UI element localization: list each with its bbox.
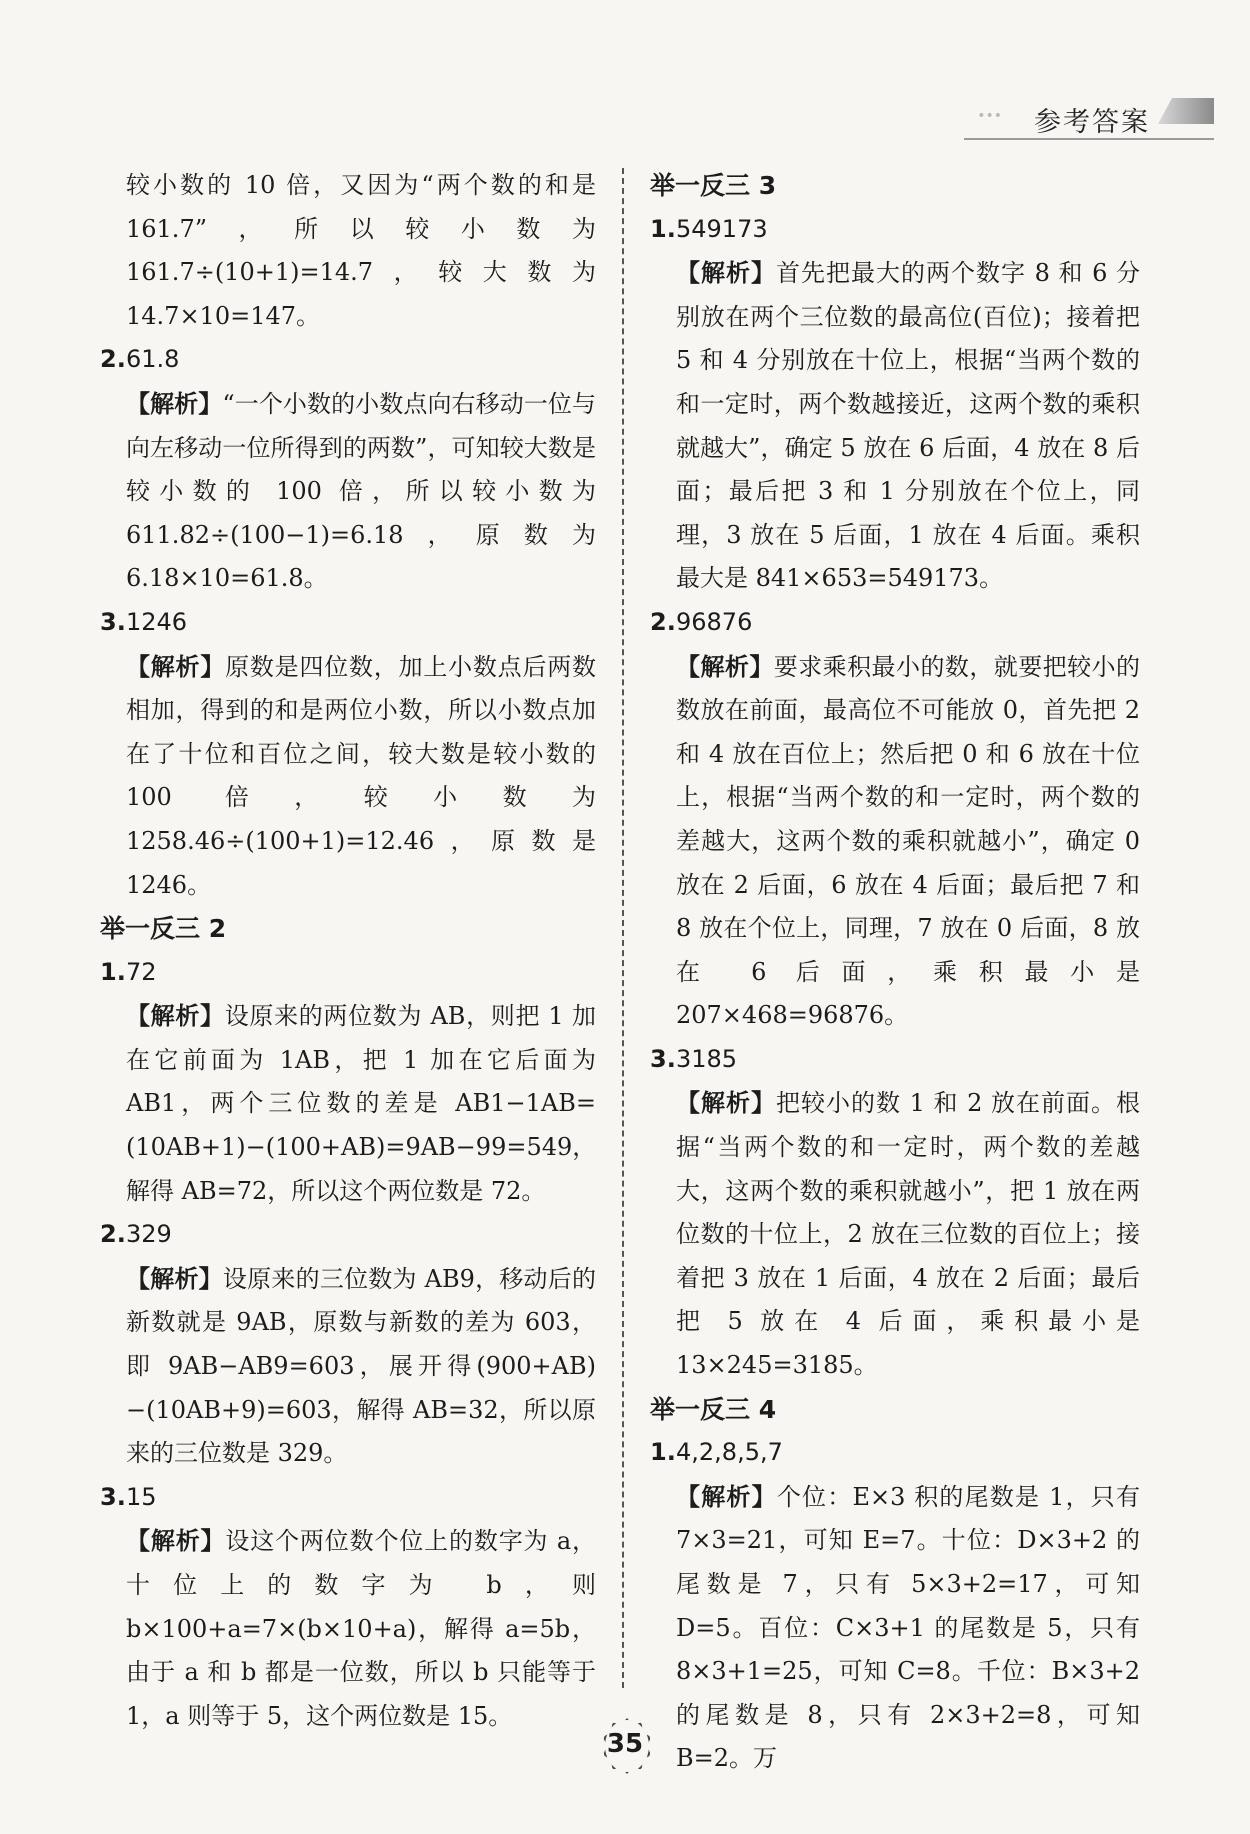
question-number: 1.	[650, 1438, 676, 1467]
explanation	[100, 994, 596, 1213]
explanation-label: 【解析】	[676, 258, 776, 288]
answer-item	[100, 601, 596, 645]
answer-item	[650, 601, 1140, 645]
explanation	[100, 645, 596, 908]
answer-value: 72	[126, 957, 157, 986]
header-decoration: •••	[977, 108, 1002, 124]
intro-paragraph: 较小数的 10 倍，又因为“两个数的和是 161.7”，所以较小数为 161.7÷(10+1)=14.7，较大数为 14.7×10=147。	[126, 171, 596, 330]
explanation	[650, 645, 1140, 1038]
explanation-text: 个位：E×3 积的尾数是 1，只有 7×3=21，可知 E=7。十位：D×3+2 的尾数是 7，只有 5×3+2=17，可知 D=5。百位：C×3+1 的尾数是 5，只有 8×3+1=25，可知 C=8。千位：B×3+2 的尾数是 8，只有 2×3+2=8，可知 B=2。万	[676, 1482, 1140, 1773]
answer-item	[650, 208, 1140, 252]
answer-value: 61.8	[126, 345, 180, 374]
question-number: 2.	[650, 607, 676, 636]
answer-item	[100, 951, 596, 995]
explanation-label: 【解析】	[126, 651, 226, 681]
explanation-label: 【解析】	[676, 1481, 777, 1511]
left-column	[100, 164, 596, 1738]
explanation-label: 【解析】	[126, 1526, 226, 1556]
answer-value: 549173	[676, 214, 768, 243]
explanation	[100, 1257, 596, 1476]
column-divider	[622, 168, 624, 1688]
page-number-text: 35	[606, 1729, 644, 1759]
answer-value: 3185	[676, 1044, 738, 1073]
answer-value: 1246	[126, 607, 188, 636]
explanation-label: 【解析】	[126, 1263, 223, 1293]
explanation-text: “一个小数的小数点向右移动一位与向左移动一位所得到的两数”，可知较大数是较小数的 100 倍，所以较小数为 611.82÷(100−1)=6.18，原数为 6.18×10=61.8。	[126, 389, 597, 593]
explanation	[650, 251, 1140, 601]
explanation-text: 要求乘积最小的数，就要把较小的数放在前面，最高位不可能放 0，首先把 2 和 4 放在百位上；然后把 0 和 6 放在十位上，根据“当两个数的和一定时，两个数的差越大，这两个数的乘积就越小”，确定 0 放在 2 后面，6 放在 4 后面；最后把 7 和 8 放在个位上，同理，7 放在 0 后面，8 放在 6 后面，乘积最小是 207×468=96876。	[676, 652, 1141, 1030]
explanation-text: 设这个两位数个位上的数字为 a，十位上的数字为 b，则 b×100+a=7×(b×10+a)，解得 a=5b，由于 a 和 b 都是一位数，所以 b 只能等于 1，a 则等于 5，这个两位数是 15。	[126, 1527, 597, 1730]
answer-value: 329	[126, 1220, 172, 1249]
page-number	[593, 1724, 657, 1764]
question-number: 3.	[100, 1482, 126, 1511]
answer-value: 15	[126, 1482, 157, 1511]
explanation	[650, 1081, 1140, 1387]
answer-value: 96876	[676, 607, 753, 636]
header-title: 参考答案	[1034, 107, 1150, 138]
explanation-label: 【解析】	[126, 388, 223, 418]
question-number: 1.	[100, 957, 126, 986]
page-header	[954, 96, 1214, 140]
section-heading: 举一反三 2	[100, 914, 227, 944]
explanation	[100, 382, 596, 601]
explanation	[650, 1475, 1140, 1781]
explanation-label: 【解析】	[676, 651, 774, 681]
section-heading: 举一反三 3	[650, 171, 777, 200]
explanation-text: 设原来的两位数为 AB，则把 1 加在它前面为 1AB，把 1 加在它后面为 AB1，两个三位数的差是 AB1−1AB=(10AB+1)−(100+AB)=9AB−99=549，解得 AB=72，所以这个两位数是 72。	[126, 1002, 597, 1205]
answer-value: 4,2,8,5,7	[676, 1438, 783, 1467]
explanation-text: 原数是四位数，加上小数点后两数相加，得到的和是两位小数，所以小数点加在了十位和百位之间，较大数是较小数的 100 倍，较小数为 1258.46÷(100+1)=12.46，原数是 1246。	[126, 652, 597, 899]
header-tab-shape	[1158, 98, 1214, 124]
question-number: 3.	[100, 607, 126, 636]
answer-item	[100, 1476, 596, 1520]
explanation-text: 把较小的数 1 和 2 放在前面。根据“当两个数的和一定时，两个数的差越大，这两个数的乘积就越小”，把 1 放在两位数的十位上，2 放在三位数的百位上；接着把 3 放在 1 后面，4 放在 2 后面；最后把 5 放在 4 后面，乘积最小是 13×245=3185。	[676, 1089, 1141, 1380]
explanation-label: 【解析】	[126, 1001, 225, 1031]
question-number: 2.	[100, 345, 126, 374]
answer-item	[650, 1431, 1140, 1475]
explanation-text: 首先把最大的两个数字 8 和 6 分别放在两个三位数的最高位(百位)；接着把 5 和 4 分别放在十位上，根据“当两个数的和一定时，两个数越接近，这两个数的乘积就越大”，确定 5 放在 6 后面，4 放在 8 后面；最后把 3 和 1 分别放在个位上，同理，3 放在 5 后面，1 放在 4 后面。乘积最大是 841×653=549173。	[676, 259, 1141, 593]
question-number: 3.	[650, 1044, 676, 1073]
question-number: 2.	[100, 1220, 126, 1249]
explanation-text: 设原来的三位数为 AB9，移动后的新数就是 9AB，原数与新数的差为 603，即 9AB−AB9=603，展开得(900+AB)−(10AB+9)=603，解得 AB=32，所以原来的三位数是 329。	[126, 1264, 596, 1468]
question-number: 1.	[650, 214, 676, 243]
section-heading: 举一反三 4	[650, 1394, 777, 1424]
right-column	[650, 164, 1140, 1781]
answer-item	[100, 338, 596, 382]
header-rule	[964, 138, 1214, 140]
explanation-label: 【解析】	[676, 1088, 776, 1118]
explanation	[100, 1519, 596, 1738]
answer-item	[100, 1213, 596, 1257]
answer-item	[650, 1038, 1140, 1082]
